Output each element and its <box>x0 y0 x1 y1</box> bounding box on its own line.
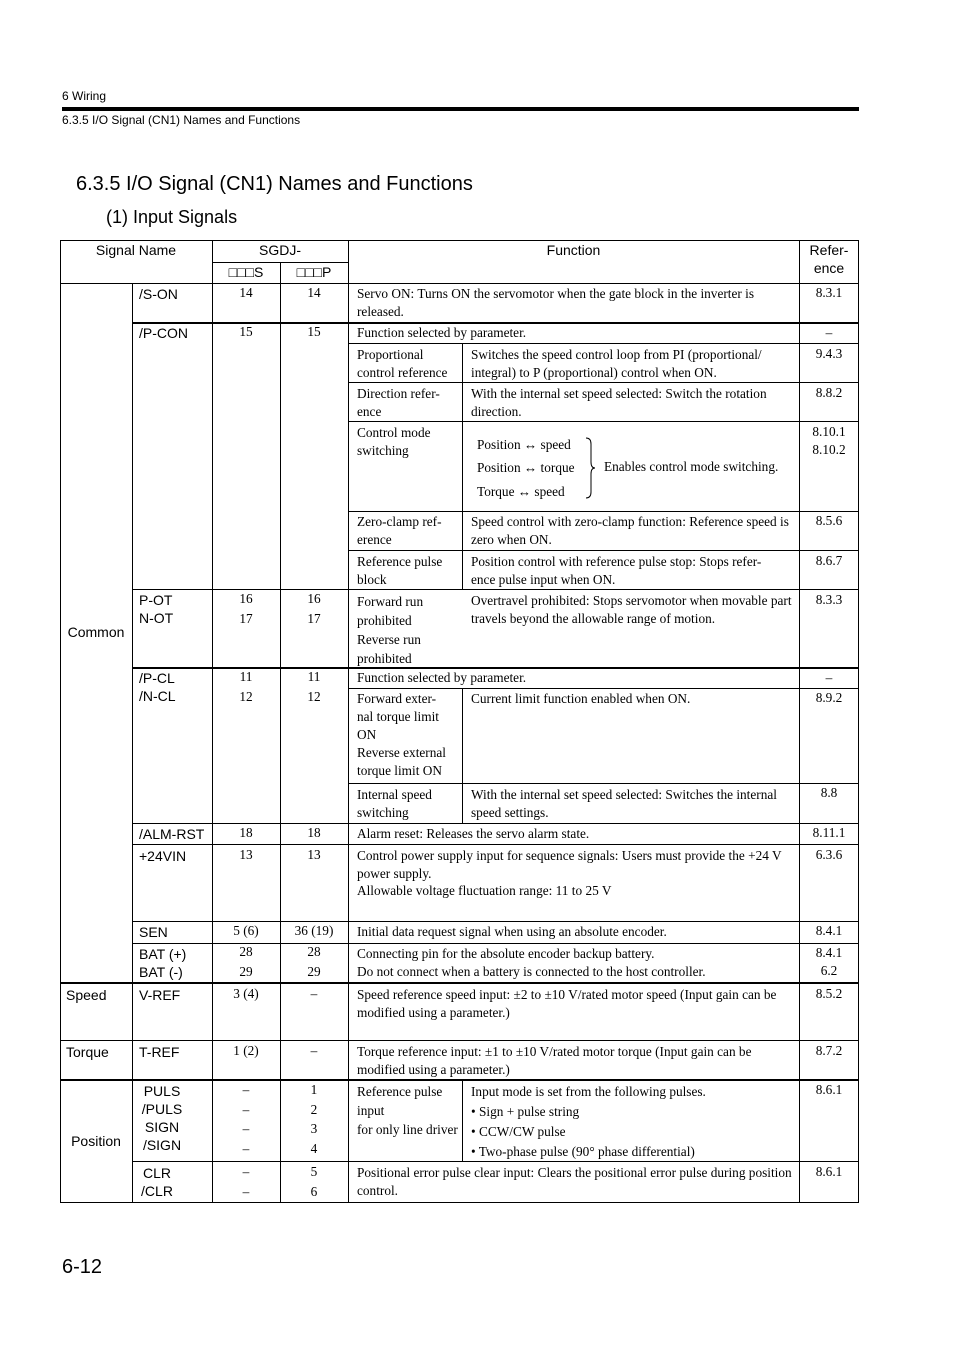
pin-s-p-con: 15 <box>239 324 253 339</box>
ref-proportional: 9.4.3 <box>815 346 843 361</box>
group-label-common: Common <box>67 624 125 640</box>
function-clr: Positional error pulse clear input: Clears the positional error pulse during position control. <box>357 1165 792 1198</box>
pin-p-bat: 28 29 <box>307 944 321 979</box>
page-number: 6-12 <box>62 1256 103 1278</box>
sub-label-pulse-block: Reference pulse block <box>357 554 443 587</box>
sub-label-zero-clamp: Zero-clamp ref- erence <box>357 514 442 547</box>
ref-torque-limit: 8.9.2 <box>815 690 843 705</box>
pin-p-t-ref: – <box>310 1043 318 1058</box>
function-p-con: Function selected by parameter. <box>357 325 527 340</box>
function-sen: Initial data request signal when using an absolute encoder. <box>357 924 667 939</box>
running-header-chapter: 6 Wiring <box>62 89 107 103</box>
pin-s-p-ot: 16 17 <box>239 591 253 626</box>
signal-name-t-ref: T-REF <box>139 1044 180 1060</box>
col-header-model-s: □□□S <box>228 264 264 280</box>
function-bat: Connecting pin for the absolute encoder backup battery. Do not connect when a battery is connected to the host controller. <box>357 946 706 979</box>
sub-label-control-mode: Control mode switching <box>357 425 431 458</box>
signal-name-p-con: /P-CON <box>139 325 188 341</box>
mode-note: Enables control mode switching. <box>604 459 779 474</box>
function-v-ref: Speed reference speed input: ±2 to ±10 V/rated motor speed (Input gain can be modified using a parameter.) <box>357 987 777 1020</box>
sub-label-torque-limit: Forward exter- nal torque limit ON Reverse external torque limit ON <box>357 691 446 778</box>
pin-s-bat: 28 29 <box>239 944 253 979</box>
signal-name-s-on: /S-ON <box>139 286 178 302</box>
function-alm-rst: Alarm reset: Releases the servo alarm state. <box>357 826 590 841</box>
ref-bat: 8.4.1 6.2 <box>815 945 843 978</box>
signal-name-puls: PULS /PULS SIGN /SIGN <box>141 1083 183 1153</box>
pin-p-v-ref: – <box>310 986 318 1001</box>
pin-s-alm-rst: 18 <box>239 825 253 840</box>
sub-text-overtravel: Overtravel prohibited: Stops servomotor when movable part travels beyond the allowable range of motion. <box>471 593 792 626</box>
pin-p-24vin: 13 <box>307 847 321 862</box>
pin-s-t-ref: 1 (2) <box>233 1043 259 1058</box>
col-header-model-p: □□□P <box>296 264 332 280</box>
function-t-ref: Torque reference input: ±1 to ±10 V/rated motor torque (Input gain can be modified using a parameter.) <box>357 1044 752 1077</box>
group-label-position: Position <box>71 1133 121 1149</box>
pin-p-clr: 5 6 <box>310 1164 318 1199</box>
subsection-title: (1) Input Signals <box>106 207 238 227</box>
sub-text-zero-clamp: Speed control with zero-clamp function: Reference speed is zero when ON. <box>471 514 789 547</box>
mode-position-speed: Position ↔ speed <box>477 437 571 452</box>
ref-v-ref: 8.5.2 <box>815 986 843 1001</box>
signal-name-p-ot: P-OT N-OT <box>139 592 174 626</box>
group-label-speed: Speed <box>66 987 107 1003</box>
mode-torque-speed: Torque ↔ speed <box>477 484 565 499</box>
ref-p-con: – <box>825 325 833 340</box>
section-title: 6.3.5 I/O Signal (CN1) Names and Functions <box>76 173 473 195</box>
signal-name-alm-rst: /ALM-RST <box>139 826 205 842</box>
ref-internal-speed: 8.8 <box>820 785 838 800</box>
sub-label-proportional: Proportional control reference <box>357 347 448 380</box>
pin-p-sen: 36 (19) <box>294 923 334 938</box>
sub-label-pulse-input: Reference pulse input for only line driver <box>357 1084 458 1137</box>
function-s-on: Servo ON: Turns ON the servomotor when the gate block in the inverter is released. <box>357 286 754 319</box>
ref-24vin: 6.3.6 <box>815 847 843 862</box>
pin-s-s-on: 14 <box>239 285 253 300</box>
mode-brace <box>584 436 598 500</box>
pin-p-p-cl: 11 12 <box>307 669 321 704</box>
running-header-section: 6.3.5 I/O Signal (CN1) Names and Functions <box>62 113 301 127</box>
signal-name-clr: CLR /CLR <box>141 1165 173 1199</box>
sub-text-direction: With the internal set speed selected: Switch the rotation direction. <box>471 386 767 419</box>
ref-alm-rst: 8.11.1 <box>812 825 846 840</box>
pin-s-p-cl: 11 12 <box>239 669 253 704</box>
pin-s-puls: – – – – <box>242 1082 250 1156</box>
pin-p-puls: 1 2 3 4 <box>310 1082 318 1156</box>
signal-name-v-ref: V-REF <box>139 987 181 1003</box>
pin-s-sen: 5 (6) <box>233 923 259 938</box>
ref-pulse-input: 8.6.1 <box>815 1082 843 1097</box>
signal-name-24vin: +24VIN <box>139 848 187 864</box>
ref-s-on: 8.3.1 <box>815 285 843 300</box>
ref-direction: 8.8.2 <box>815 385 843 400</box>
function-p-cl: Function selected by parameter. <box>357 670 527 685</box>
ref-zero-clamp: 8.5.6 <box>815 513 843 528</box>
group-label-torque: Torque <box>66 1044 109 1060</box>
ref-control-mode: 8.10.1 8.10.2 <box>812 424 846 457</box>
header-rule <box>62 107 859 111</box>
ref-sen: 8.4.1 <box>815 923 843 938</box>
ref-overtravel: 8.3.3 <box>815 592 843 607</box>
col-header-function: Function <box>546 242 601 258</box>
mode-position-torque: Position ↔ torque <box>477 460 575 475</box>
ref-pulse-block: 8.6.7 <box>815 553 843 568</box>
pin-p-p-ot: 16 17 <box>307 591 321 626</box>
signal-name-p-cl: /P-CL /N-CL <box>139 670 176 704</box>
pin-s-24vin: 13 <box>239 847 253 862</box>
sub-text-internal-speed: With the internal set speed selected: Switches the internal speed settings. <box>471 787 777 820</box>
pin-s-clr: – – <box>242 1164 250 1199</box>
sub-label-direction: Direction refer- ence <box>357 386 440 419</box>
signal-name-bat: BAT (+) BAT (-) <box>139 946 187 980</box>
pin-p-alm-rst: 18 <box>307 825 321 840</box>
ref-clr: 8.6.1 <box>815 1164 843 1179</box>
col-header-sgdj: SGDJ- <box>259 242 301 258</box>
ref-t-ref: 8.7.2 <box>815 1043 843 1058</box>
pin-p-s-on: 14 <box>307 285 321 300</box>
function-24vin: Control power supply input for sequence signals: Users must provide the +24 V power supply. Allowable voltage fluctuation range: 11 to 25 V <box>357 848 782 898</box>
signal-name-sen: SEN <box>139 924 168 940</box>
sub-text-torque-limit: Current limit function enabled when ON. <box>471 691 691 706</box>
sub-label-internal-speed: Internal speed switching <box>357 787 432 820</box>
ref-p-cl: – <box>825 670 833 685</box>
pin-s-v-ref: 3 (4) <box>233 986 259 1001</box>
pin-p-p-con: 15 <box>307 324 321 339</box>
sub-text-pulse-block: Position control with reference pulse stop: Stops refer- ence pulse input when ON. <box>471 554 762 587</box>
col-header-signal-name: Signal Name <box>95 242 177 258</box>
col-header-reference: Refer- ence <box>809 242 849 276</box>
sub-label-overtravel: Forward run prohibited Reverse run prohibited <box>357 594 424 666</box>
sub-text-proportional: Switches the speed control loop from PI (proportional/ integral) to P (proportional) control when ON. <box>471 347 762 380</box>
sub-text-pulse-input: Input mode is set from the following pulses. • Sign + pulse string • CCW/CW pulse • Two-phase pulse (90° phase differential) <box>471 1084 706 1159</box>
